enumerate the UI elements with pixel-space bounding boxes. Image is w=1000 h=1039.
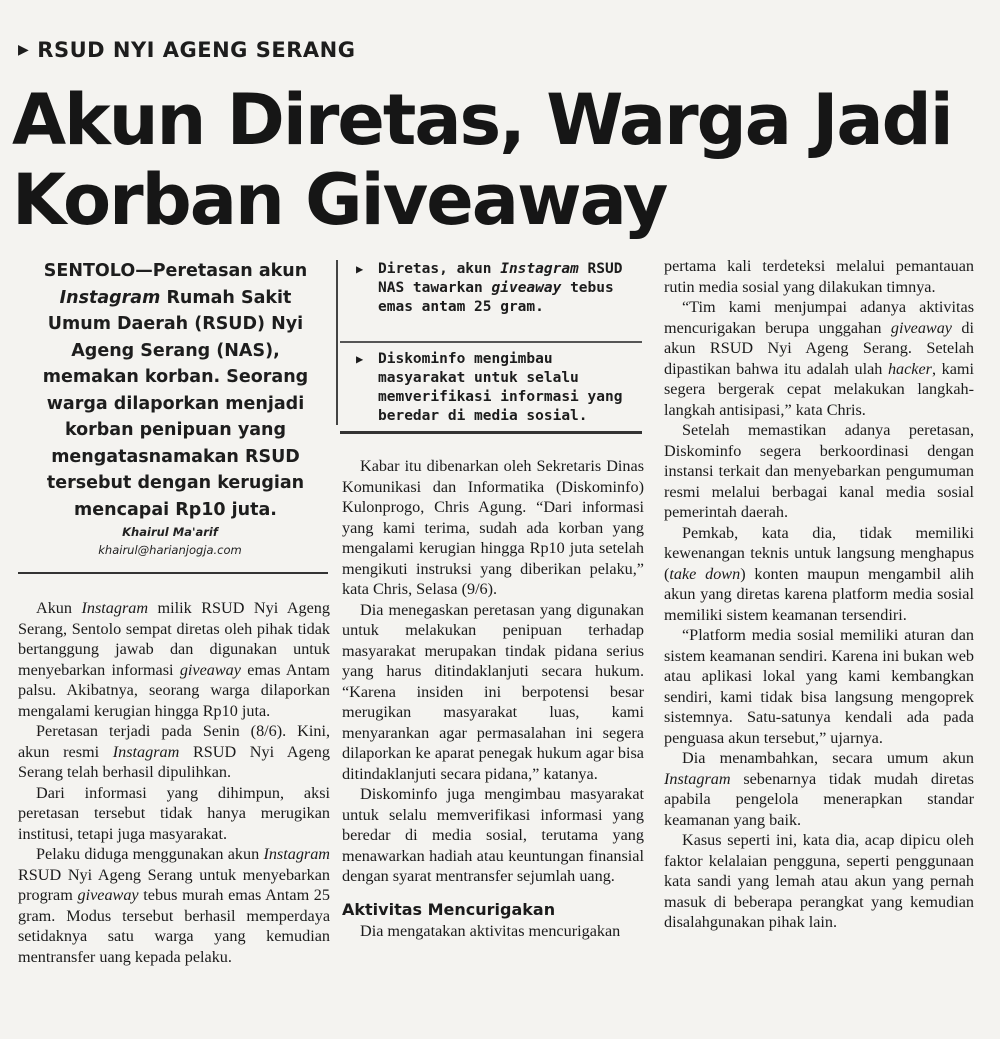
paragraph: Diskominfo juga mengimbau masyarakat untuk selalu memverifikasi informasi yang beredar di media sosial, terutama yang menawarkan hadiah atau keuntungan finansial dengan syarat mentransfer sejumlah uang. [342,785,644,885]
lead-text: Rumah Sakit Umum Daerah (RSUD) Nyi Ageng Serang (NAS), memakan korban. Seorang warga dilaporkan menjadi korban penipuan yang mengatasnamakan RSUD tersebut dengan kerugian mencapai Rp10 juta. [42,287,309,520]
divider [336,260,338,425]
paragraph: Dari informasi yang dihimpun, aksi peretasan tersebut tidak hanya merugikan institusi, tetapi juga masyarakat. [18,783,330,843]
highlight-italic: giveaway [491,280,562,296]
paragraph: Setelah memastikan adanya peretasan, Diskominfo segera berkoordinasi dengan instansi terkait dan menyebarkan pengumuman resmi melalui berbagai kanal media sosial pemerintah daerah. [664,421,974,521]
paragraph: Dia mengatakan aktivitas mencurigakan [360,921,621,940]
highlight-text: Diretas, akun [378,261,501,277]
highlight-text: tebus emas antam 25 gram. [378,280,614,315]
author-email: khairul@harianjogja.com [98,543,242,557]
author-name: Khairul Ma'arif [122,525,218,539]
lead-italic: Instagram [59,287,161,308]
divider [340,341,642,343]
paragraph: Kabar itu dibenarkan oleh Sekretaris Dinas Komunikasi dan Informatika (Diskominfo) Kulonprogo, Chris Agung. “Dari informasi yang kami terima, sudah ada korban yang mengalami kerugian hingga Rp10 juta setelah mengikuti instruksi yang diberikan pelaku,” kata Chris, Selasa (9/6). [342,457,644,598]
subheading: Aktivitas Mencurigakan [342,899,556,919]
highlight-text: Diskominfo mengimbau masyarakat untuk selalu memverifikasi informasi yang beredar di media sosial. [378,351,623,424]
paragraph: “Platform media sosial memiliki aturan dan sistem keamanan sendiri. Karena ini bukan web atau aplikasi lokal yang kami kembangkan sendiri, kami tidak bisa langsung mengoprek sistemnya. Satu-satunya kendali ada pada penguasa akun tersebut,” ujarnya. [664,626,974,747]
kicker-text: RSUD NYI AGENG SERANG [37,38,356,62]
highlight-box [348,260,648,317]
paragraph: “Tim kami menjumpai adanya aktivitas mencurigakan berupa unggahan giveaway di akun RSUD Nyi Ageng Serang. Setelah dipastikan bahwa itu adalah ulah hacker, kami segera bergerak cepat melakukan langkah-langkah antisipasi,” kata Chris. [664,298,974,419]
paragraph: Dia menambahkan, secara umum akun Instagram sebenarnya tidak mudah diretas apabila pengelola menerapkan standar keamanan yang baik. [664,749,974,829]
triangle-bullet-icon: ▶ [356,262,364,276]
column-3 [664,256,974,933]
paragraph: pertama kali terdeteksi melalui pemantauan rutin media sosial yang dilakukan timnya. [664,257,974,296]
paragraph: Pelaku diduga menggunakan akun Instagram RSUD Nyi Ageng Serang untuk menyebarkan program giveaway tebus murah emas Antam 25 gram. Modus tersebut berhasil memperdaya setidaknya satu warga yang kemudian mentransfer uang kepada pelaku. [18,845,330,966]
divider [18,572,328,574]
paragraph: Pemkab, kata dia, tidak memiliki kewenangan teknis untuk langsung menghapus (take down) konten maupun mengambil alih akun yang diretas karena platform media sosial memiliki sistem keamanan tersendiri. [664,523,974,624]
column-2 [342,456,644,941]
headline: Akun Diretas, Warga Jadi Korban Giveaway [12,79,952,241]
lead-paragraph [28,258,323,523]
byline [90,523,250,559]
paragraph: Peretasan terjadi pada Senin (8/6). Kini, akun resmi Instagram RSUD Nyi Ageng Serang telah berhasil dipulihkan. [18,722,330,781]
section-kicker [18,38,355,62]
column-1 [18,598,330,967]
paragraph: Akun Instagram milik RSUD Nyi Ageng Serang, Sentolo sempat diretas oleh pihak tidak bertanggung jawab dan digunakan untuk menyebarkan informasi giveaway emas Antam palsu. Akibatnya, seorang warga dilaporkan mengalami kerugian hingga Rp10 juta. [18,599,330,720]
triangle-bullet-icon: ▶ [356,352,364,366]
lead-text: SENTOLO—Peretasan akun [43,261,308,281]
divider [340,431,642,434]
paragraph: Dia menegaskan peretasan yang digunakan untuk melakukan penipuan terhadap masyarakat merupakan tindak pidana serius yang harus ditindaklanjuti secara hukum. “Karena insiden ini berpotensi besar merugikan masyarakat luas, kami menyarankan agar permasalahan ini segera dilaporkan ke aparat penegak hukum agar bisa ditindaklanjuti secara pidana,” katanya. [342,600,644,783]
paragraph: Kasus seperti ini, kata dia, acap dipicu oleh faktor kelalaian pengguna, seperti penggunaan kata sandi yang lemah atau akun yang pernah masuk di beberapa perangkat yang kemudian disalahgunakan pihak lain. [664,831,974,931]
triangle-bullet-icon: ▶ [18,42,30,58]
highlight-box [348,350,648,426]
highlight-italic: Instagram [500,261,579,277]
highlight-text: RSUD NAS tawarkan [378,261,623,296]
